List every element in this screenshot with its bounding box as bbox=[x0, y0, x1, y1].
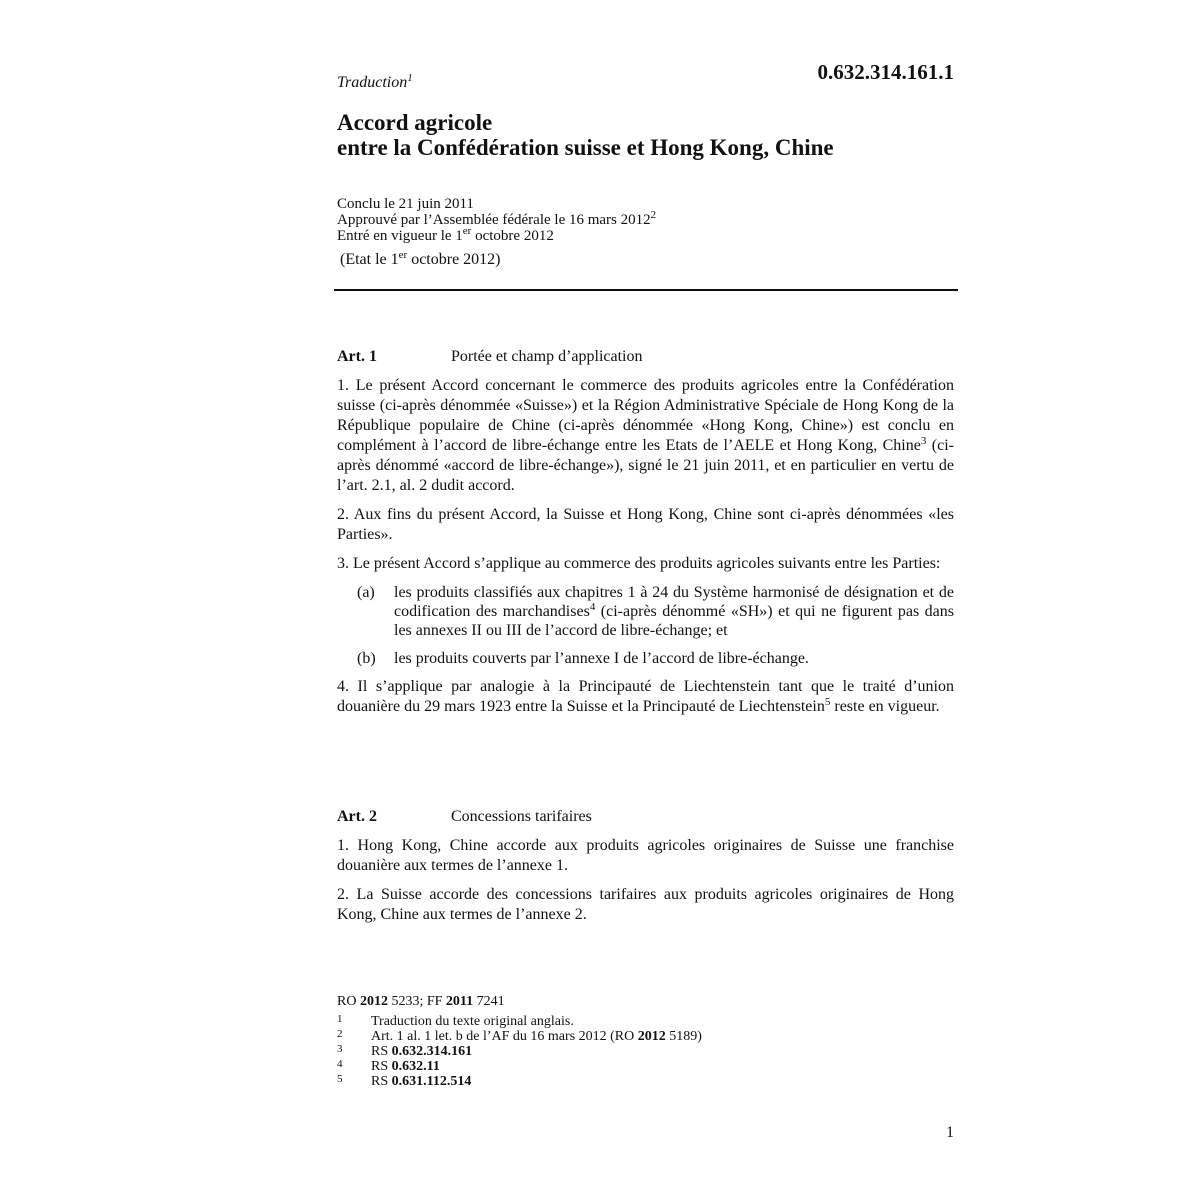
footnote-3: 3 RS 0.632.314.161 bbox=[337, 1043, 473, 1059]
article-1-para-3: 3. Le présent Accord s’applique au commerce des produits agricoles suivants entre les Parties: bbox=[337, 555, 941, 572]
footnote-5-link[interactable]: RS 0.631.112.514 bbox=[371, 1074, 472, 1089]
list-marker-a: (a) bbox=[357, 584, 375, 601]
article-2-heading: Concessions tarifaires bbox=[451, 808, 592, 825]
status-date: (Etat le 1er octobre 2012) bbox=[340, 249, 501, 268]
approval-date: Approuvé par l’Assemblée fédérale le 16 mars 2012$^2$ bbox=[337, 209, 657, 228]
article-2-header bbox=[337, 807, 954, 827]
article-1-para-1: 1. Le présent Accord concernant le commerce des produits agricoles entre la Confédération suisse (ci-après dénommée «Suisse») et la Région Administrative Spéciale de Hong Kong de la République populaire de Chine (ci-après dénommée «Hong Kong, Chine») est conclu en complément à l’accord de libre-échange entre les Etats de l’AELE et Hong Kong, Chine$^3$ (ci-après dénommé «accord de libre-échange»), signé le 21 juin 2011, et en particulier en vertu de l’art. 2.1, al. 2 dudit accord. bbox=[337, 377, 955, 494]
footnote-ref-2[interactable]: 2 bbox=[650, 209, 657, 221]
article-1 bbox=[337, 347, 954, 717]
list-text-b: les produits couverts par l’annexe I de l’accord de libre-échange. bbox=[394, 650, 809, 667]
footnote-3-link[interactable]: RS 0.632.314.161 bbox=[371, 1044, 473, 1059]
list-text-a: les produits classifiés aux chapitres 1 à 24 du Système harmonisé de désignation et de codification des marchandises$^4$ (ci-après dénommé «SH») et qui ne figurent pas dans les annexes II ou III de l’accord de libre-échange; et bbox=[394, 584, 954, 639]
footnote-ref-3[interactable]: 3 bbox=[920, 435, 927, 447]
article-2-number: Art. 2 bbox=[337, 808, 377, 825]
footnotes bbox=[337, 993, 937, 1089]
article-1-header bbox=[337, 347, 954, 367]
footnote-2: 2 Art. 1 al. 1 let. b de l’AF du 16 mars 2012 (RO 2012 5189) bbox=[337, 1028, 702, 1044]
title-line-2: entre la Confédération suisse et Hong Kong, Chine bbox=[337, 135, 834, 160]
article-1-para-2: 2. Aux fins du présent Accord, la Suisse et Hong Kong, Chine sont ci-après dénommées «les Parties». bbox=[337, 506, 954, 543]
article-2 bbox=[337, 807, 954, 925]
list-item-b bbox=[357, 649, 954, 668]
footnote-ref-1[interactable]: 1 bbox=[407, 72, 413, 84]
article-2-para-1: 1. Hong Kong, Chine accorde aux produits agricoles originaires de Suisse une franchise douanière aux termes de l’annexe 1. bbox=[337, 837, 954, 874]
footnote-4-link[interactable]: RS 0.632.11 bbox=[371, 1059, 440, 1074]
footnote-5: 5 RS 0.631.112.514 bbox=[337, 1073, 472, 1089]
header-divider bbox=[334, 289, 958, 291]
title-line-1: Accord agricole bbox=[337, 110, 493, 135]
list-item-a bbox=[357, 583, 954, 640]
document-title bbox=[337, 110, 834, 160]
document-number: 0.632.314.161.1 bbox=[817, 60, 954, 84]
translation-label: Traduction$^1$ bbox=[337, 72, 413, 91]
article-1-para-4: 4. Il s’applique par analogie à la Principauté de Liechtenstein tant que le traité d’union douanière du 29 mars 1923 entre la Suisse et la Principauté de Liechtenstein$^5$ reste en vigueur. bbox=[337, 678, 954, 715]
article-1-heading: Portée et champ d’application bbox=[451, 348, 643, 365]
footnote-1: 1 Traduction du texte original anglais. bbox=[337, 1013, 574, 1029]
list-marker-b: (b) bbox=[357, 650, 376, 667]
article-2-para-2: 2. La Suisse accorde des concessions tarifaires aux produits agricoles originaires de Hong Kong, Chine aux termes de l’annexe 2. bbox=[337, 886, 954, 923]
document-metadata bbox=[337, 196, 656, 244]
footnote-4: 4 RS 0.632.11 bbox=[337, 1058, 440, 1074]
concluded-date: Conclu le 21 juin 2011 bbox=[337, 196, 474, 212]
page-number: 1 bbox=[946, 1124, 954, 1141]
entry-into-force: Entré en vigueur le 1er octobre 2012 bbox=[337, 225, 554, 244]
footnote-ref-4[interactable]: 4 bbox=[589, 601, 596, 613]
article-1-number: Art. 1 bbox=[337, 348, 377, 365]
publication-source: RO 2012 5233; FF 2011 7241 bbox=[337, 994, 505, 1009]
footnote-ref-5[interactable]: 5 bbox=[824, 696, 831, 708]
